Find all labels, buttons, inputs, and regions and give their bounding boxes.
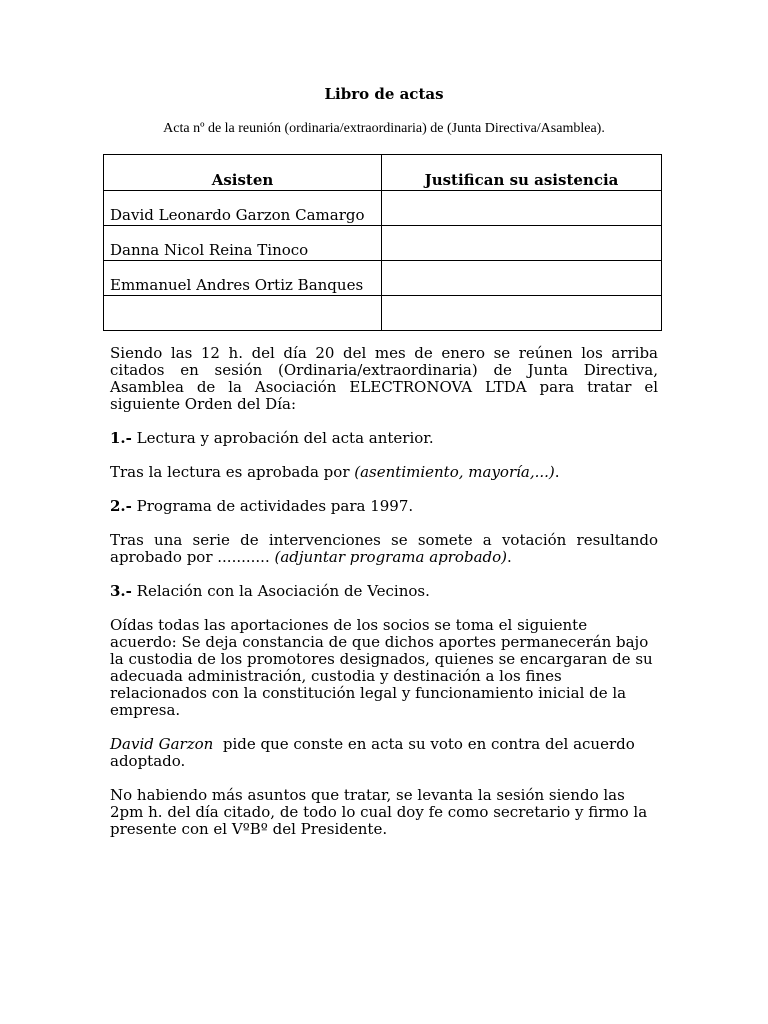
- result-end: .: [554, 463, 560, 481]
- attendee-justification: [382, 226, 662, 261]
- item-text: Programa de actividades para 1997.: [131, 497, 414, 515]
- closing-paragraph: No habiendo más asuntos que tratar, se levanta la sesión siendo las 2pm h. del día citado, de todo lo cual doy fe como secretario y firmo la presente con el VºBº del Presidente.: [110, 786, 648, 838]
- attendee-justification: [382, 296, 662, 331]
- attendee-name: [104, 296, 382, 331]
- vote-note: [110, 736, 658, 770]
- attendee-justification: [382, 261, 662, 296]
- voter-name: David Garzon: [110, 735, 214, 753]
- attendee-justification: [382, 191, 662, 226]
- agenda-item-3: [110, 583, 658, 600]
- header-justifican: Justifican su asistencia: [382, 155, 662, 191]
- result-italic: (asentimiento, mayoría,...): [354, 463, 555, 481]
- table-row: [104, 296, 662, 331]
- header-asisten: Asisten: [104, 155, 382, 191]
- item-number: 1.-: [110, 429, 132, 447]
- item-number: 3.-: [110, 582, 132, 600]
- attendance-table: [103, 154, 662, 331]
- document-title: Libro de actas: [324, 85, 444, 103]
- result-italic: (adjuntar programa aprobado): [274, 548, 507, 566]
- table-row: [104, 261, 662, 296]
- attendee-name: Danna Nicol Reina Tinoco: [104, 226, 382, 261]
- item-number: 2.-: [110, 497, 132, 515]
- attendee-name: David Leonardo Garzon Camargo: [104, 191, 382, 226]
- vote-text: pide que conste en acta su voto en contra del acuerdo adoptado.: [110, 735, 640, 770]
- table-row: [104, 191, 662, 226]
- result-end: .: [507, 548, 512, 566]
- intro-paragraph: Siendo las 12 h. del día 20 del mes de enero se reúnen los arriba citados en sesión (Ordinaria/extraordinaria) de Junta Directiva, Asamblea de la Asociación ELECTRONOVA LTDA para tratar el siguiente Orden del Día:: [110, 344, 658, 413]
- item-text: Lectura y aprobación del acta anterior.: [131, 429, 434, 447]
- attendee-name: Emmanuel Andres Ortiz Banques: [104, 261, 382, 296]
- table-header-row: [104, 155, 662, 191]
- result-text: Tras la lectura es aprobada por: [110, 463, 355, 481]
- item-text: Relación con la Asociación de Vecinos.: [131, 582, 430, 600]
- result-text: Tras una serie de intervenciones se somete a votación resultando aprobado por ...........: [110, 531, 658, 566]
- table-row: [104, 226, 662, 261]
- item-1-result: [110, 464, 658, 481]
- item-3-result: Oídas todas las aportaciones de los socios se toma el siguiente acuerdo: Se deja constancia de que dichos aportes permanecerán bajo la custodia de los promotores designados, quienes se encargaran de su adecuada administración, custodia y destinación a los fines relacionados con la constitución legal y funcionamiento inicial de la empresa.: [110, 616, 653, 719]
- agenda-item-2: [110, 498, 658, 515]
- document-subtitle: Acta nº de la reunión (ordinaria/extraordinaria) de (Junta Directiva/Asamblea).: [163, 121, 605, 136]
- agenda-item-1: [110, 430, 658, 447]
- minutes-body: [110, 345, 658, 855]
- item-2-result: [110, 532, 658, 566]
